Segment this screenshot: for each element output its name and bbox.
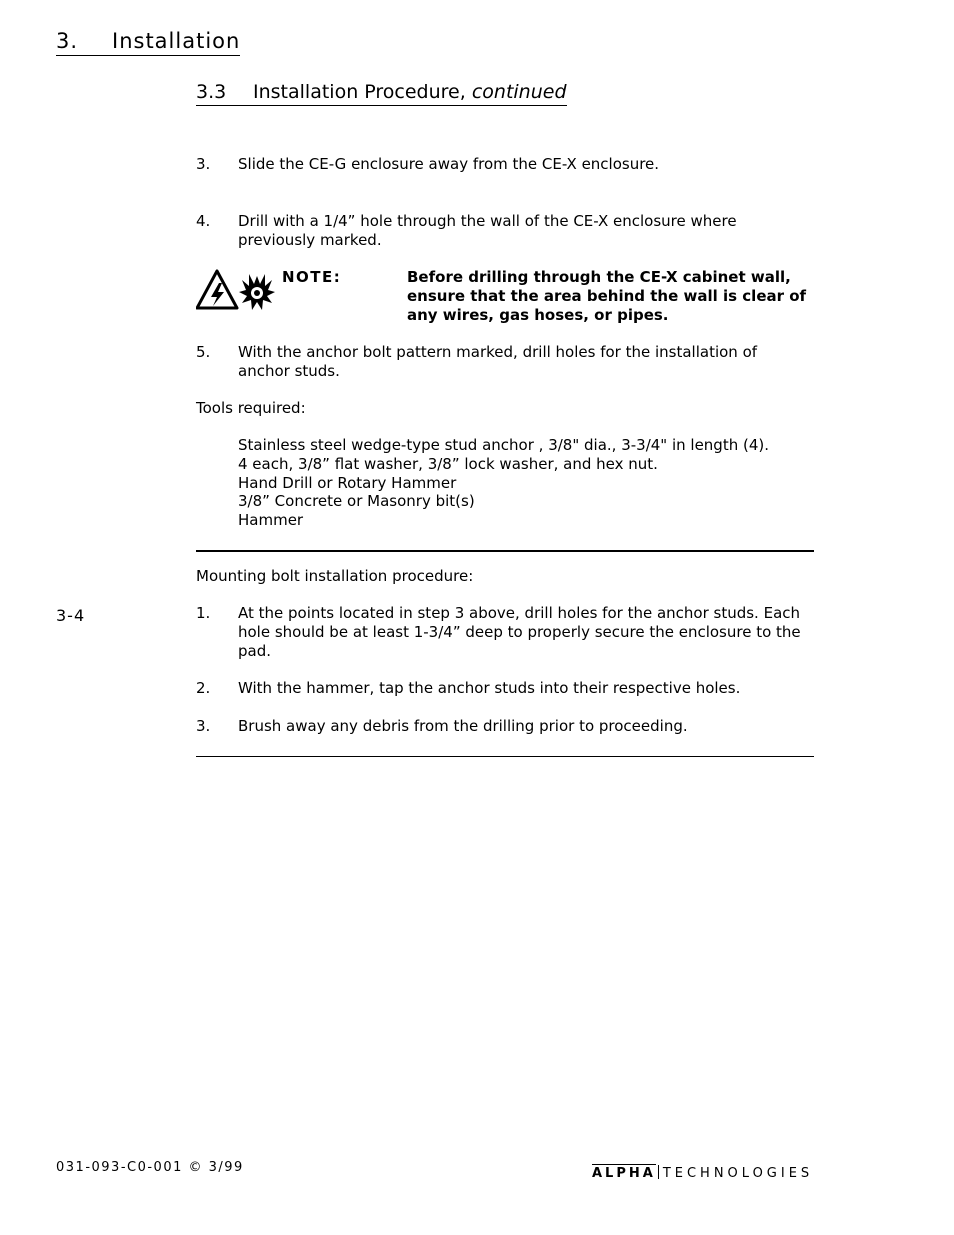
company-logo [592,1165,813,1181]
step-text: Brush away any debris from the drilling prior to proceeding. [238,717,688,735]
divider-rule [196,756,814,757]
note-label: NOTE: [282,268,342,286]
section-suffix: continued [471,81,567,103]
note-text: Before drilling through the CE-X cabinet wall, ensure that the area behind the wall is clear of any wires, gas hoses, or pipes. [407,268,807,324]
page-number: 3-4 [56,606,86,625]
divider-rule [196,550,814,552]
step-text: With the anchor bolt pattern marked, drill holes for the installation of anchor studs. [238,343,758,380]
chapter-heading [56,28,240,56]
step-text: Slide the CE-G enclosure away from the CE-X enclosure. [238,155,660,173]
explosion-hazard-icon [238,270,276,312]
tools-list [238,436,769,530]
step-number: 4. [196,212,211,230]
step-text: At the points located in step 3 above, drill holes for the anchor studs. Each hole should be at least 1-3/4” deep to properly secure the enclosure to the pad. [238,604,801,660]
section-number: 3.3 [196,81,227,103]
document-code: 031-093-C0-001 © 3/99 [56,1160,244,1175]
chapter-title: Installation [112,29,241,53]
step-number: 2. [196,679,211,697]
step-number: 3. [196,155,211,173]
section-heading [196,80,567,106]
logo-alpha: ALPHA [592,1166,656,1181]
logo-technologies: TECHNOLOGIES [662,1166,814,1181]
step-number: 3. [196,717,211,735]
step-number: 1. [196,604,211,622]
chapter-number: 3. [56,29,79,53]
tool-item: Hammer [238,511,304,530]
logo-separator [658,1165,659,1179]
tool-item: Stainless steel wedge-type stud anchor , 3/8" dia., 3-3/4" in length (4). [238,436,769,454]
tool-item: 4 each, 3/8” flat washer, 3/8” lock washer, and hex nut. [238,454,658,473]
tools-heading: Tools required: [196,399,306,417]
section-title: Installation Procedure, [253,81,466,103]
mounting-heading: Mounting bolt installation procedure: [196,567,474,585]
step-text: With the hammer, tap the anchor studs into their respective holes. [238,679,741,697]
tool-item: 3/8” Concrete or Masonry bit(s) [238,492,475,511]
step-text: Drill with a 1/4” hole through the wall of the CE-X enclosure where previously marked. [238,212,737,249]
step-number: 5. [196,343,211,361]
tool-item: Hand Drill or Rotary Hammer [238,473,457,492]
